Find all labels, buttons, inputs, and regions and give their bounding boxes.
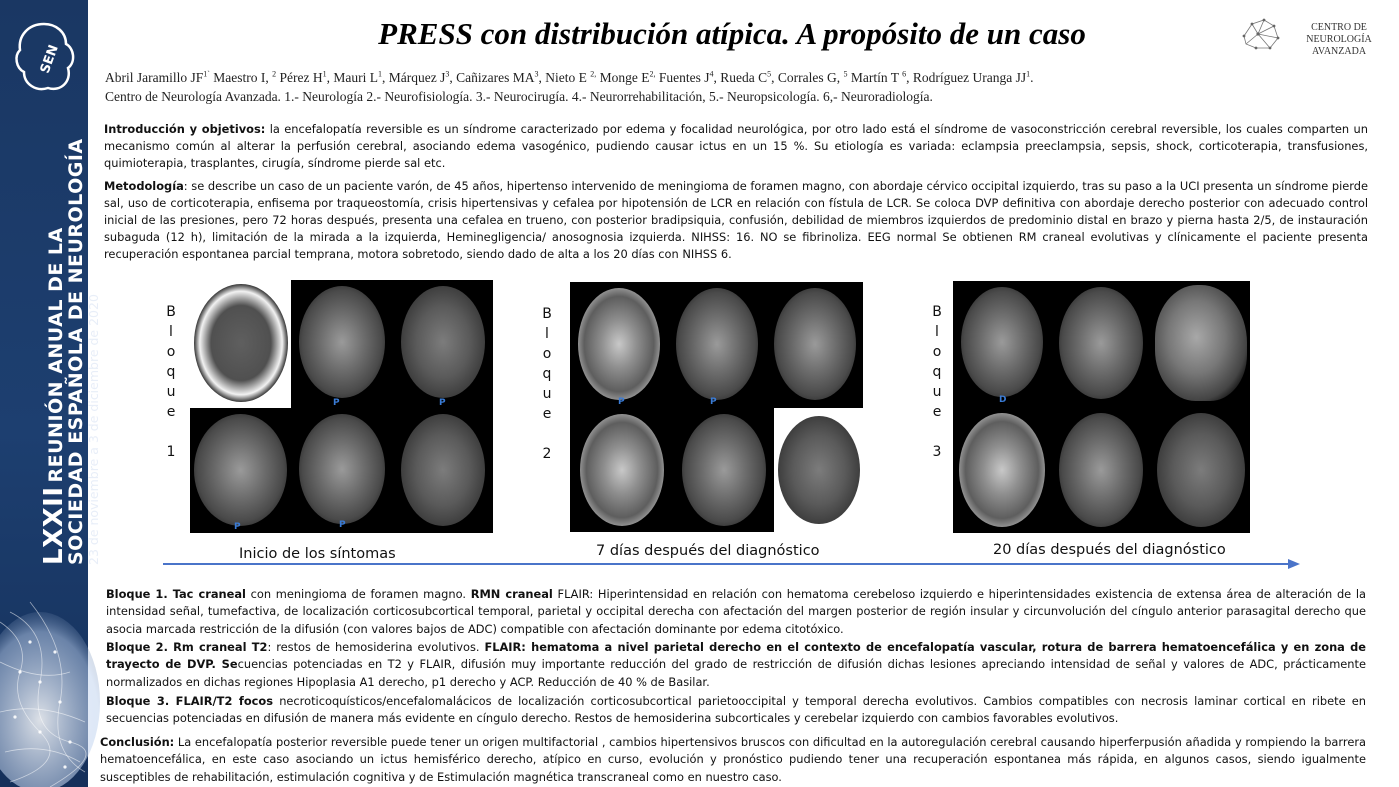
bloque-letter: u: [932, 384, 942, 400]
author-affiliation-index: 4: [709, 69, 714, 79]
congress-edition: LXXII: [39, 486, 69, 565]
bloque-letter: l: [935, 324, 939, 340]
text-segment: : restos de hemosiderina evolutivos.: [267, 640, 485, 654]
author-name-text: Abril Jaramillo JF: [105, 70, 204, 85]
author-name-text: Monge E: [596, 70, 650, 85]
bloque-letter: l: [545, 326, 549, 342]
sidebar-banner: [0, 0, 101, 787]
author-name-text: , Nieto E: [538, 70, 591, 85]
author-name-text: , Márquez J: [382, 70, 446, 85]
author-affiliation-index: 2: [272, 69, 277, 79]
author-affiliation-index: 3: [445, 69, 450, 79]
mri-image: [766, 282, 863, 406]
timeline-label-onset: Inicio de los síntomas: [239, 546, 396, 562]
mri-sagittal-image: [1151, 281, 1250, 405]
sen-logo-label: SEN: [37, 43, 62, 76]
mri-image: [676, 408, 772, 532]
author-affiliation-index: 3: [534, 69, 539, 79]
bold-segment: RMN craneal: [470, 587, 553, 601]
conclusion-text: La encefalopatía posterior reversible puede tener un origen multifactorial , cambios hipertensivos bruscos con dificultad en la autoregulación cerebral causando hiperferpusión añadida y rompiendo la barrera hematoencefálica, en este caso asociando un ictus hemisférico derecho, atípico en curso, evolución y pronóstico pudiendo tener una recuperación espontanea más rápida, en algunos casos, siendo igualmente susceptibles de rehabilitación, estimulación cognitiva y de Estimulación magnética transcraneal como en nuestro caso.: [100, 735, 1366, 784]
bloque-letter: e: [932, 404, 942, 420]
bold-segment: FLAIR: hematoma a nivel parietal derecho en el contexto de encefalopatía vascular, rotura de barrera hematoencefálica y en zona de trayecto de DVP. Se: [106, 640, 1366, 672]
brain-network-icon: [1238, 14, 1282, 54]
mri-panel-bloque-3: [953, 281, 1250, 533]
bloque-letter: B: [932, 304, 942, 320]
text-segment: FLAIR: Hiperintensidad en relación con hematoma cerebeloso izquierdo e hiperintensidades existencia de extensa área de alteración de la intensidad señal, tumefactiva, de localización corticosubcortical temporal, parietal y occipital derecha con afectación del margen posterior de región insular y circunvolución del cíngulo anterior parasagital derecho que asocia marcada restricción de la difusión (con valores bajos de ADC) compatible con afectación dominante por edema citotóxico.: [106, 587, 1366, 636]
text-segment: necroticoquísticos/encefalomalácicos de localización corticosubcortical parietooccipital y temporal derecha evolutivos. Cambios compatibles con necrosis laminar cortical en ribete en secuencias potenciadas en difusión de manera más evidente en cíngulo derecho. Restos de hemosiderina subcorticales y cerebelar izquierdo con cambios favorables evolutivos.: [106, 694, 1366, 726]
mri-image: [393, 410, 493, 533]
marker-p: P: [234, 522, 241, 532]
method-text: : se describe un caso de un paciente varón, de 45 años, hipertenso intervenido de meningioma de foramen magno, con abordaje cérvico occipital izquierdo, tras su paso a la UCI presenta un síndrome pierde sal, uso de corticoterapia, enfisema por traqueostomía, crisis hipertensivas y cefalea por hipotensión de LCR en relación con fístula de LCR. Se coloca DVP definitiva con abordaje derecho posterior con adecuado control inicial de las presiones, pero 72 horas después, presenta una cefalea en trueno, con posterior bradipsiquia, confusión, debilidad de miembros izquierdos de predominio distal en brazo y pierna hasta 2/5, de instauración subaguda (12 h), limitación de la mirada a la izquierda, Heminegligencia/ anosognosia izquierda. NIHSS: 16. NO se fibrinoliza. EEG normal Se obtienen RM craneal evolutivas y clínicamente el paciente presenta recuperación espontanea parcial temprana, motora sobretodo, siendo dado de alta a los 20 días con NIHSS 6.: [104, 179, 1368, 261]
sen-logo-icon: [8, 18, 80, 98]
mri-image: [953, 281, 1051, 405]
conclusion-label: Conclusión:: [100, 735, 175, 749]
logo-line-2: NEUROLOGÍA AVANZADA: [1306, 34, 1372, 57]
poster-title: PRESS con distribución atípica. A propósito de un caso: [378, 16, 1086, 51]
marker-p: P: [339, 520, 346, 530]
author-name-text: , Mauri L: [326, 70, 379, 85]
mri-image: [670, 282, 764, 406]
marker-p: P: [710, 397, 717, 407]
mri-image: [1053, 281, 1149, 405]
mri-image: [1053, 407, 1149, 533]
bloque-number: 1: [166, 444, 176, 460]
bloque-letter: q: [542, 366, 552, 382]
bloque-letter: u: [166, 384, 176, 400]
author-name-text: Martín T: [847, 70, 903, 85]
bloque-letter: e: [542, 406, 552, 422]
bloque-number: 2: [542, 446, 552, 462]
mri-image: [393, 280, 493, 408]
marker-p: P: [439, 398, 446, 408]
authors-line: [105, 68, 1365, 87]
author-affiliation-index: 1: [378, 69, 383, 79]
author-name-text: , Corrales G,: [771, 70, 844, 85]
author-affiliation-index: 6: [902, 69, 907, 79]
conclusion-paragraph: [100, 734, 1366, 786]
marker-p: P: [618, 397, 625, 407]
mri-image: [774, 408, 863, 532]
bloque-3-description: [106, 693, 1366, 728]
bloque-1-label: [164, 302, 178, 462]
text-segment: con meningioma de foramen magno.: [245, 587, 471, 601]
bloque-letter: B: [542, 306, 552, 322]
bloque-letter: o: [166, 344, 176, 360]
authors-block: [105, 68, 1365, 106]
intro-label: Introducción y objetivos:: [104, 122, 266, 136]
cna-logo: [1238, 14, 1398, 58]
author-name-text: Pérez H: [276, 70, 323, 85]
author-name-text: .: [1030, 70, 1034, 85]
author-affiliation-index: 5: [843, 69, 848, 79]
author-affiliation-index: 1`: [203, 69, 210, 79]
congress-dates: 23 de noviembre a 3 de diciembre de 2020: [86, 294, 101, 565]
bloque-2-description: [106, 639, 1366, 691]
intro-paragraph: [104, 121, 1368, 172]
author-affiliation-index: 1: [1026, 69, 1031, 79]
bloque-1-description: [106, 586, 1366, 638]
mri-image: [293, 280, 391, 408]
author-name-text: , Rodríguez Uranga JJ: [906, 70, 1027, 85]
author-affiliation-index: 2,: [649, 69, 656, 79]
bloque-letter: e: [166, 404, 176, 420]
author-affiliation-index: 2,: [590, 69, 597, 79]
marker-p: P: [333, 398, 340, 408]
timeline-label-20-days: 20 días después del diagnóstico: [993, 542, 1226, 558]
bold-segment: Bloque 3. FLAIR/T2 focos: [106, 694, 274, 708]
marker-d: D: [999, 395, 1007, 405]
bloque-2-label: [540, 304, 554, 464]
affiliations-line: Centro de Neurología Avanzada. 1.- Neurología 2.- Neurofisiología. 3.- Neurocirugía. 4.- Neurorrehabilitación, 5.- Neuropsicología. 6,- Neuroradiología.: [105, 89, 933, 104]
logo-line-1: CENTRO DE: [1311, 22, 1367, 33]
bloque-number: 3: [932, 444, 942, 460]
ct-image: [190, 280, 291, 408]
mri-image: [1151, 407, 1250, 533]
sidebar-congress-text: [39, 138, 102, 565]
author-name-text: Maestro I,: [209, 70, 273, 85]
congress-line-1: REUNIÓN ANUAL DE LA: [45, 227, 67, 483]
bloque-letter: B: [166, 304, 176, 320]
bloque-letter: o: [542, 346, 552, 362]
mri-image: [293, 410, 391, 533]
method-paragraph: [104, 178, 1368, 263]
brain-network-illustration: [0, 592, 88, 787]
text-segment: cuencias potenciadas en T2 y FLAIR, difusión muy importante reducción del grado de restricción de difusión dichas lesiones apreciando intensidad de señal y valores de ADC, prácticamente normalizados en dichas regiones Hipoplasia A1 derecho, p1 derecho y ACP. Reducción de 40 % de Basilar.: [106, 657, 1366, 689]
mri-image: [570, 282, 668, 406]
bloque-letter: l: [169, 324, 173, 340]
mri-image: [953, 407, 1051, 533]
author-name-text: Fuentes J: [655, 70, 710, 85]
bloque-3-label: [930, 302, 944, 462]
mri-image: [570, 408, 674, 532]
bloque-letter: o: [932, 344, 942, 360]
timeline-label-7-days: 7 días después del diagnóstico: [596, 543, 820, 559]
bloque-letter: u: [542, 386, 552, 402]
bloque-letter: q: [166, 364, 176, 380]
method-label: Metodología: [104, 179, 184, 193]
mri-image: [190, 410, 291, 533]
bold-segment: Bloque 2. Rm craneal T2: [106, 640, 268, 654]
bloque-letter: q: [932, 364, 942, 380]
author-affiliation-index: 5: [767, 69, 772, 79]
author-name-text: , Cañizares MA: [449, 70, 535, 85]
author-affiliation-index: 1: [322, 69, 327, 79]
mri-panel-bloque-1: [190, 280, 493, 533]
intro-text: la encefalopatía reversible es un síndrome caracterizado por edema y focalidad neurológica, por otro lado está el síndrome de vasoconstricción cerebral reversible, los cuales comparten un mecanismo común al alterar la perfusión cerebral, asociando edema vasogénico, pudiendo causar ictus en un 15 %. Su etiología es variada: eclampsia preeclampsia, sepsis, shock, corticoterapia, transfusiones, quimioterapia, trasplantes, cirugía, síndrome pierde sal etc.: [104, 122, 1368, 170]
congress-line-2: SOCIEDAD ESPAÑOLA DE NEUROLOGÍA: [65, 138, 87, 565]
mri-panel-bloque-2: [570, 282, 863, 532]
author-name-text: , Rueda C: [713, 70, 768, 85]
bold-segment: Bloque 1. Tac craneal: [106, 587, 246, 601]
